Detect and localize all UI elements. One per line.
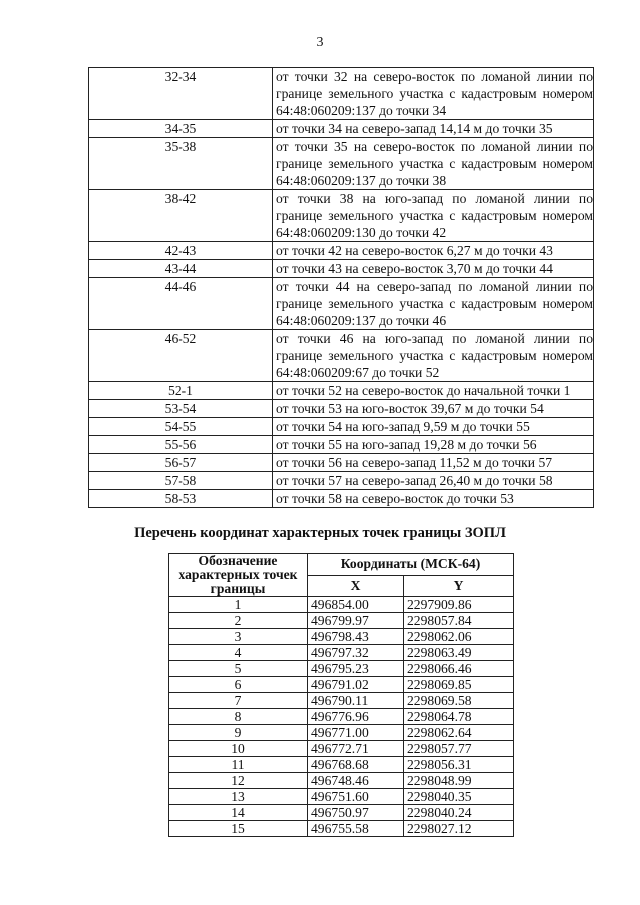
segment-description: от точки 34 на северо-запад 14,14 м до точки 35 [273,120,594,138]
coord-row [169,725,514,741]
segment-id: 43-44 [89,260,273,278]
segment-id: 57-58 [89,472,273,490]
segment-description: от точки 57 на северо-запад 26,40 м до точки 58 [273,472,594,490]
segment-description: от точки 53 на юго-восток 39,67 м до точки 54 [273,400,594,418]
segment-row [89,242,594,260]
segment-id: 44-46 [89,278,273,330]
coord-x: 496791.02 [308,677,404,693]
coord-y: 2298062.06 [404,629,514,645]
point-designation: 14 [169,805,308,821]
point-designation: 2 [169,613,308,629]
segment-row [89,120,594,138]
point-designation: 1 [169,597,308,613]
coord-row [169,613,514,629]
coord-row [169,821,514,837]
segment-id: 38-42 [89,190,273,242]
segment-description: от точки 43 на северо-восток 3,70 м до точки 44 [273,260,594,278]
segment-row [89,260,594,278]
coord-x: 496790.11 [308,693,404,709]
coord-y: 2298048.99 [404,773,514,789]
segment-row [89,68,594,120]
point-designation: 15 [169,821,308,837]
coord-y: 2298062.64 [404,725,514,741]
boundary-segments-table [88,67,594,508]
coord-row [169,645,514,661]
coord-y: 2298040.35 [404,789,514,805]
point-designation: 7 [169,693,308,709]
coord-row [169,789,514,805]
segment-id: 46-52 [89,330,273,382]
segment-row [89,138,594,190]
col-x-header: X [308,575,404,597]
segment-row [89,454,594,472]
segment-description: от точки 54 на юго-запад 9,59 м до точки 55 [273,418,594,436]
point-designation: 6 [169,677,308,693]
col-coords-header: Координаты (МСК-64) [308,554,514,576]
coord-x: 496799.97 [308,613,404,629]
segment-row [89,472,594,490]
coord-y: 2298057.84 [404,613,514,629]
coord-y: 2298069.85 [404,677,514,693]
segment-id: 32-34 [89,68,273,120]
segment-id: 58-53 [89,490,273,508]
col-designation-header: Обозначение характерных точек границы [169,554,308,597]
segment-id: 54-55 [89,418,273,436]
coord-x: 496798.43 [308,629,404,645]
segment-id: 52-1 [89,382,273,400]
coords-heading: Перечень координат характерных точек границы ЗОПЛ [134,525,506,541]
segment-description: от точки 56 на северо-запад 11,52 м до точки 57 [273,454,594,472]
coord-x: 496771.00 [308,725,404,741]
coord-y: 2297909.86 [404,597,514,613]
segment-row [89,436,594,454]
segment-row [89,490,594,508]
point-designation: 8 [169,709,308,725]
point-designation: 3 [169,629,308,645]
coord-row [169,773,514,789]
coord-y: 2298069.58 [404,693,514,709]
segment-id: 56-57 [89,454,273,472]
coordinates-table [168,553,514,837]
coord-x: 496772.71 [308,741,404,757]
coord-x: 496776.96 [308,709,404,725]
segment-row [89,190,594,242]
segment-description: от точки 38 на юго-запад по ломаной линии по границе земельного участка с кадастровым номером 64:48:060209:130 до точки 42 [273,190,594,242]
segment-description: от точки 32 на северо-восток по ломаной линии по границе земельного участка с кадастровым номером 64:48:060209:137 до точки 34 [273,68,594,120]
segment-description: от точки 44 на северо-запад по ломаной линии по границе земельного участка с кадастровым номером 64:48:060209:137 до точки 46 [273,278,594,330]
coord-y: 2298064.78 [404,709,514,725]
coord-row [169,661,514,677]
coord-row [169,805,514,821]
coord-y: 2298027.12 [404,821,514,837]
segment-id: 42-43 [89,242,273,260]
point-designation: 4 [169,645,308,661]
coord-row [169,629,514,645]
coord-x: 496795.23 [308,661,404,677]
point-designation: 10 [169,741,308,757]
point-designation: 12 [169,773,308,789]
segment-id: 53-54 [89,400,273,418]
coord-x: 496751.60 [308,789,404,805]
col-y-header: Y [404,575,514,597]
segment-description: от точки 42 на северо-восток 6,27 м до точки 43 [273,242,594,260]
point-designation: 5 [169,661,308,677]
coord-x: 496768.68 [308,757,404,773]
point-designation: 11 [169,757,308,773]
coord-row [169,709,514,725]
point-designation: 13 [169,789,308,805]
coord-x: 496750.97 [308,805,404,821]
segment-description: от точки 46 на юго-запад по ломаной линии по границе земельного участка с кадастровым номером 64:48:060209:67 до точки 52 [273,330,594,382]
point-designation: 9 [169,725,308,741]
coord-x: 496755.58 [308,821,404,837]
segment-row [89,382,594,400]
segment-description: от точки 55 на юго-запад 19,28 м до точки 56 [273,436,594,454]
coord-x: 496797.32 [308,645,404,661]
coord-row [169,757,514,773]
segment-description: от точки 35 на северо-восток по ломаной линии по границе земельного участка с кадастровым номером 64:48:060209:137 до точки 38 [273,138,594,190]
segment-id: 55-56 [89,436,273,454]
coord-row [169,597,514,613]
segment-row [89,400,594,418]
segment-row [89,418,594,436]
coord-row [169,693,514,709]
coord-x: 496748.46 [308,773,404,789]
coord-y: 2298066.46 [404,661,514,677]
coord-row [169,741,514,757]
coord-row [169,677,514,693]
segment-row [89,330,594,382]
coord-y: 2298063.49 [404,645,514,661]
coord-y: 2298040.24 [404,805,514,821]
segment-id: 34-35 [89,120,273,138]
segment-description: от точки 52 на северо-восток до начальной точки 1 [273,382,594,400]
segment-description: от точки 58 на северо-восток до точки 53 [273,490,594,508]
segment-row [89,278,594,330]
coord-y: 2298056.31 [404,757,514,773]
coord-y: 2298057.77 [404,741,514,757]
page-number: 3 [316,35,324,50]
coord-x: 496854.00 [308,597,404,613]
segment-id: 35-38 [89,138,273,190]
